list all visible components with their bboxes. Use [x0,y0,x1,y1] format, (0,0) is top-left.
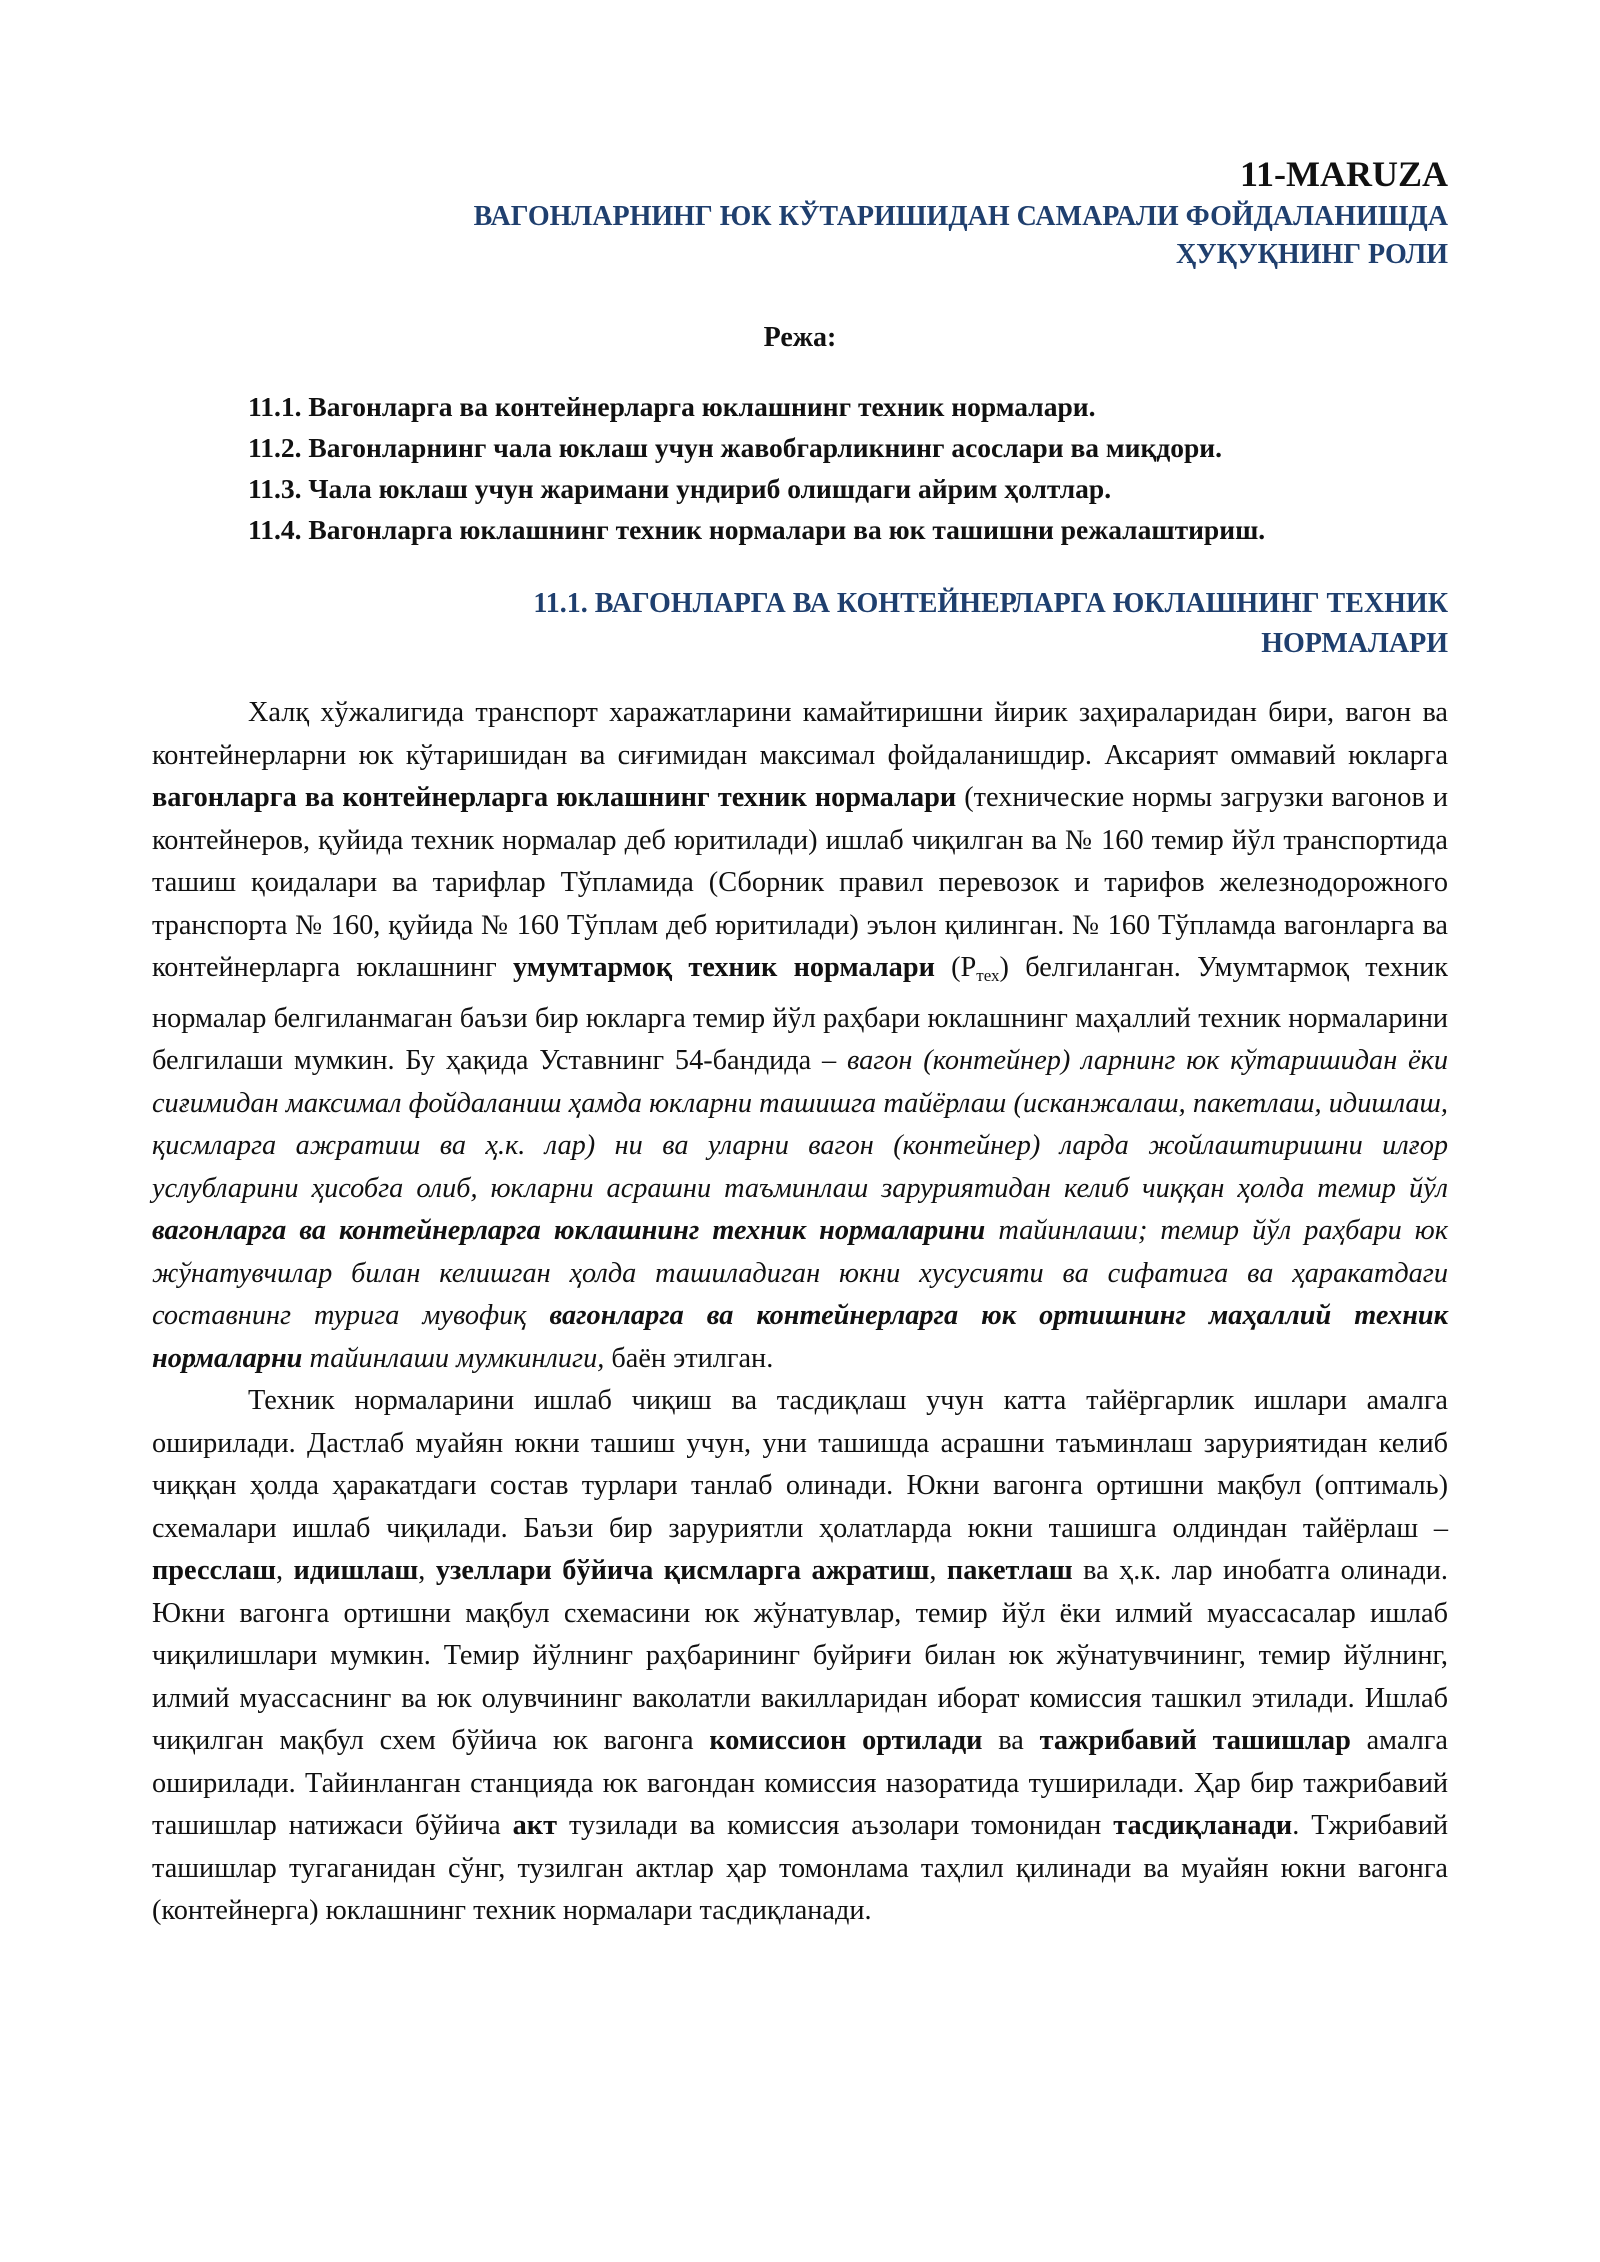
plan-item: 11.3. Чала юклаш учун жаримани ундириб олишдаги айрим ҳолтлар. [248,473,1112,504]
lecture-title [152,198,1448,274]
text-run: . Тжрибавий ташишлар тугаганидан сўнг, тузилган актлар ҳар томонлама таҳлил қилинади ва муайян юкни вагонга (контейнерга) юклашнинг техник нормалари тасдиқланади. [152,1810,1448,1926]
text-run: Техник нормаларини ишлаб чиқиш ва тасдиқлаш учун катта тайёргарлик ишлари амалга оширилади. Дастлаб муайян юкни ташиш учун, уни ташишда асрашни таъминлаш заруриятидан келиб чиққан ҳолда ҳаракатдаги состав турлари танлаб олинади. Юкни вагонга ортишни мақбул (оптималь) схемалари ишлаб чиқилади. Баъзи бир заруриятли ҳолатларда юкни ташишга олдиндан тайёрлаш – [152,1385,1448,1544]
bold-italic-term [152,1215,985,1246]
italic-quote: тайинлаши; темир йўл раҳбари юк жўнатувчилар билан келишган ҳолда ташиладиган юкни хусусияти ва сифатига ва ҳаракатдаги составнинг турига мувофиқ [152,1215,1448,1331]
text-run: Халқ хўжалигида транспорт харажатларини камайтиришни йирик заҳираларидан бири, вагон ва контейнерларни юк кўтаришидан ва сиғимидан максимал фойдаланишдир. Аксарият оммавий юкларга [152,697,1448,771]
paragraph-2 [152,1380,1448,1933]
plan-list [248,386,1448,550]
italic-quote: тайинлаши мумкинлиги, [302,1342,605,1374]
section-title [152,584,1448,664]
text-run: (технические нормы загрузки вагонов и контейнеров, қуйида техник нормалар деб юритилади) ишлаб чиқилган ва № 160 темир йўл транспортида ташиш қоидалари ва тарифлар Тўпламида (Сборник правил перевозок и тарифов железнодорожного транспорта № 160, қуйида № 160 Тўплам деб юритилади) эълон қилинган. № 160 Тўпламда вагонларга ва контейнерларга юклашнинг [152,782,1449,983]
section-title-line-1: 11.1. ВАГОНЛАРГА ВА КОНТЕЙНЕРЛАРГА ЮКЛАШНИНГ ТЕХНИК [533,588,1448,619]
bold-italic-text: вагонларга ва контейнерларга юклашнинг техник нормаларини [152,1215,986,1246]
plan-item: 11.1. Вагонларга ва контейнерларга юклашнинг техник нормалари. [248,391,1096,422]
bold-term: акт [512,1810,557,1841]
plan-item: 11.4. Вагонларга юклашнинг техник нормалари ва юк ташишни режалаштириш. [248,514,1266,545]
bold-term: идишлаш [293,1555,419,1586]
text-run: ) белгиланган. Умумтармоқ техник нормалар белгиланмаган баъзи бир юкларга темир йўл раҳбари юклашнинг маҳаллий техник нормаларини белгилаши мумкин. Бу ҳақида Уставнинг 54-бандида – [152,952,1448,1076]
lecture-title-line-1: ВАГОНЛАРНИНГ ЮК КЎТАРИШИДАН САМАРАЛИ ФОЙДАЛАНИШДА [473,201,1448,232]
plan-heading: Режа: [763,322,837,353]
text-run: баён этилган. [604,1342,774,1374]
text-run: тузилади ва комиссия аъзолари томонидан [556,1810,1114,1841]
bold-italic-text: вагонларга ва контейнерларга юк ортишнинг маҳаллий техник нормаларни [152,1300,1448,1374]
text-run: , [418,1555,436,1586]
bold-term: пакетлаш [946,1555,1073,1586]
italic-quote: вагон (контейнер) ларнинг юк кўтаришидан ёки сиғимидан максимал фойдаланиш ҳамда юкларни ташишга тайёрлаш (исканжалаш, пакетлаш, идишлаш, қисмларга ажратиш ва ҳ.к. лар) ни ва уларни вагон (контейнер) ларда жойлаштиришни илғор услубларини ҳисобга олиб, юкларни асрашни таъминлаш заруриятидан келиб чиққан ҳолда темир йўл [152,1045,1448,1204]
bold-term: вагонларга ва контейнерларга юклашнинг техник нормалари [152,782,957,813]
bold-term: узеллари бўйича қисмларга ажратиш [435,1555,930,1586]
text-run: ва ҳ.к. лар инобатга олинади. Юкни вагонга ортишни мақбул схемасини юк жўнатувлар, темир йўл ёки илмий муассасалар ишлаб чиқилишлари мумкин. Темир йўлнинг раҳбарининг буйриғи билан юк жўнатувчининг, темир йўлнинг, илмий муассаснинг ва юк олувчининг ваколатли вакилларидан иборат комиссия ташкил этилади. Ишлаб чиқилган мақбул схем бўйича юк вагонга [152,1555,1448,1756]
bold-term: тасдиқланади [1113,1810,1293,1841]
text-run: (Р [934,952,977,983]
text-run: амалга оширилади. Тайинланган станцияда юк вагондан комиссия назоратида туширилади. Ҳар бир тажрибавий ташишлар натижаси бўйича [152,1725,1448,1841]
bold-term: тажрибавий ташишлар [1039,1725,1351,1756]
lecture-title-line-2: ҲУҚУҚНИНГ РОЛИ [1175,239,1448,270]
text-run: , [929,1555,947,1586]
plan-item: 11.2. Вагонларнинг чала юклаш учун жавобгарликнинг асослари ва миқдори. [248,432,1223,463]
section-title-line-2: НОРМАЛАРИ [1261,628,1448,659]
paragraph-1 [152,692,1448,1380]
bold-term: умумтармоқ техник нормалари [513,952,935,983]
bold-term: пресслаш [152,1555,276,1586]
subscript: тех [976,966,1000,985]
text-run: ва [982,1725,1040,1756]
bold-term: комиссион ортилади [709,1725,983,1756]
document-header [152,152,1448,274]
lecture-number: 11-MARUZA [1240,154,1448,194]
text-run: , [275,1555,294,1586]
